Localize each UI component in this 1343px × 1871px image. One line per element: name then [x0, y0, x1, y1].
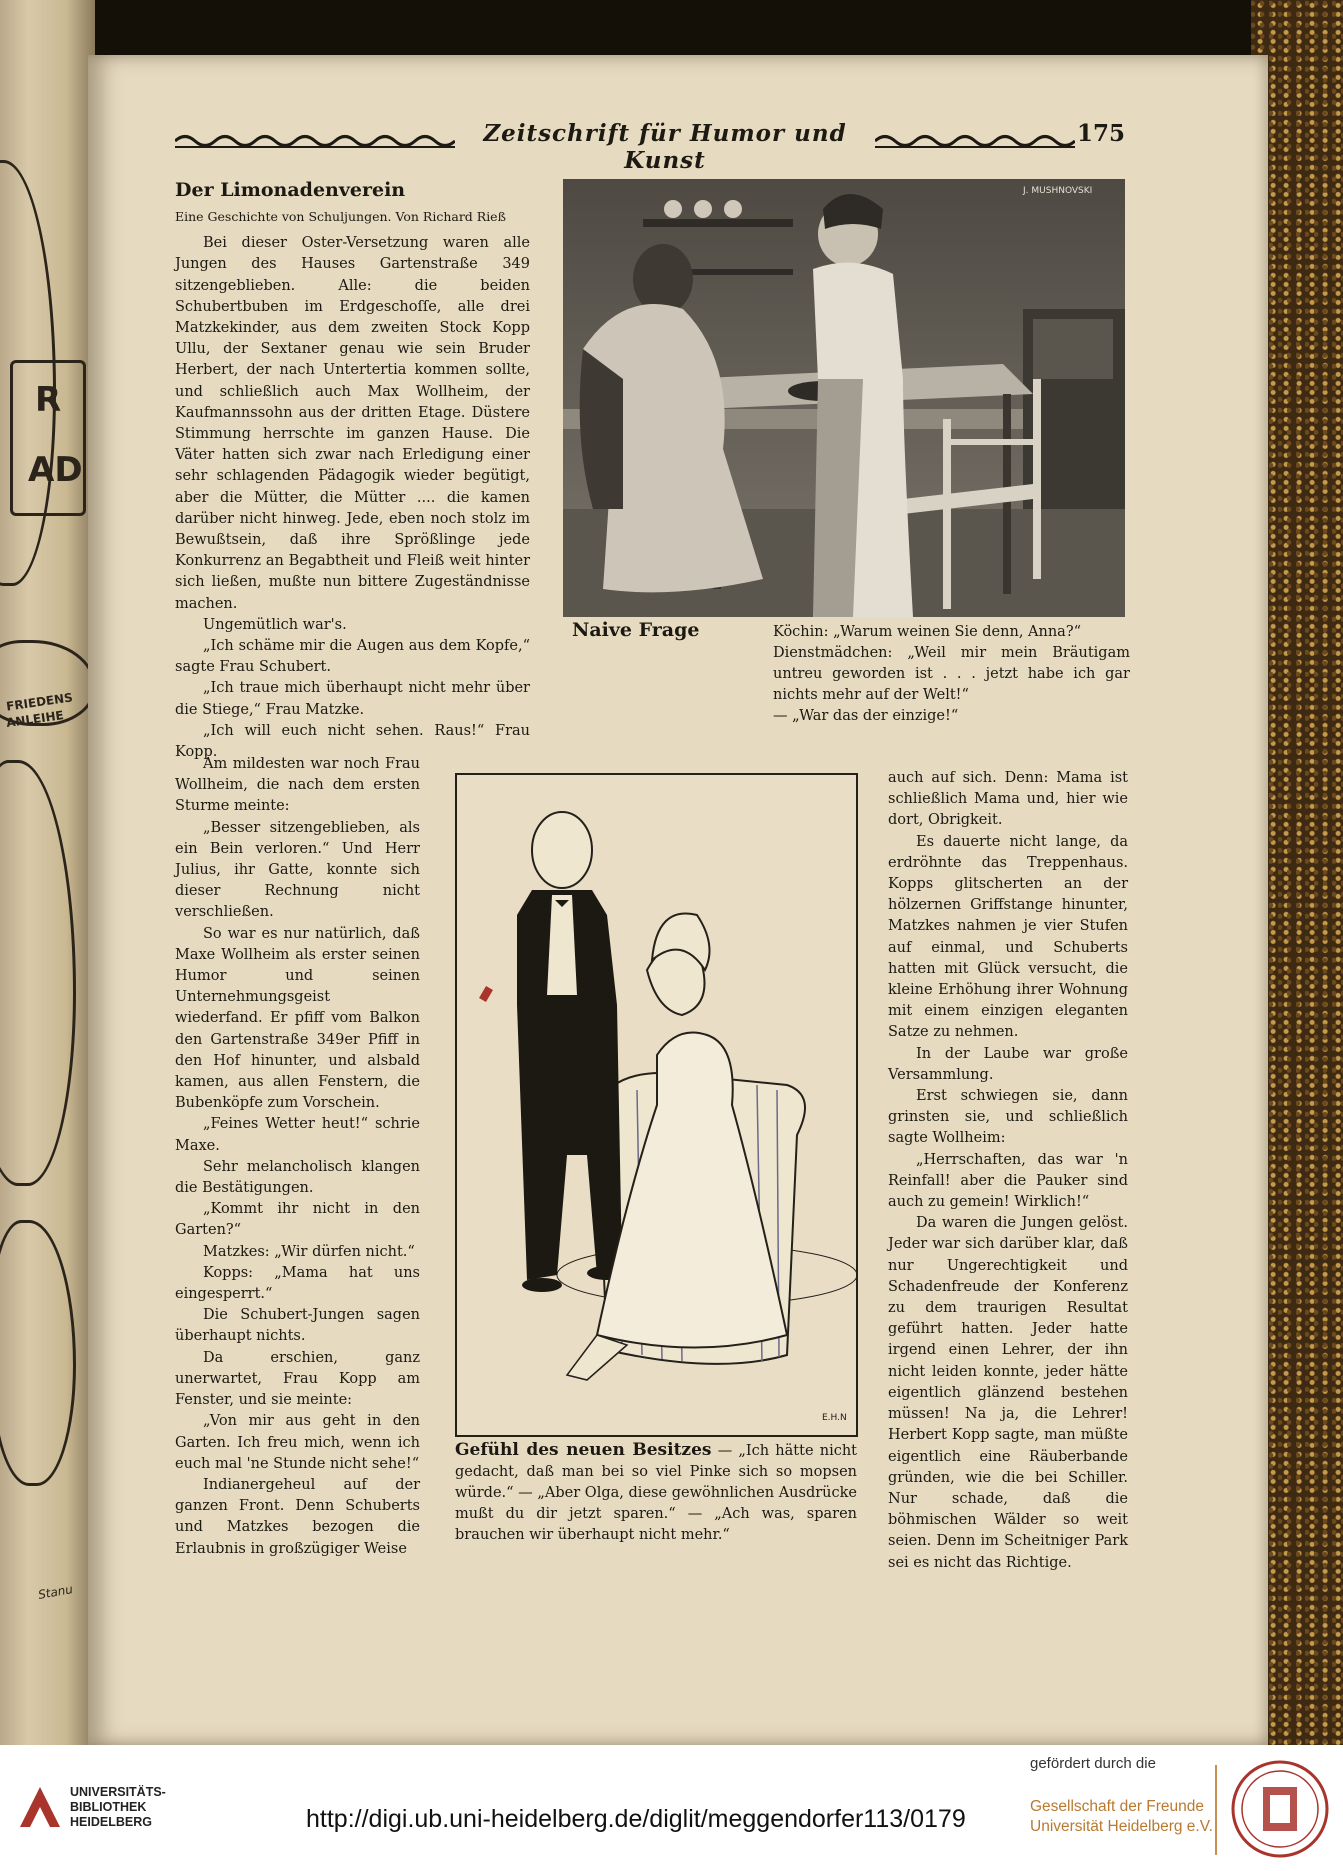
library-name-line: HEIDELBERG	[70, 1815, 152, 1829]
paragraph: Indianergeheul auf der ganzen Front. Denn Schuberts und Matzkes bezogen die Erlaubnis in großzügiger Weise	[175, 1476, 420, 1557]
paragraph: Die Schubert-Jungen sagen überhaupt nichts.	[175, 1307, 420, 1345]
kitchen-scene	[563, 179, 1125, 617]
running-head	[175, 120, 1125, 174]
paragraph: „Ich traue mich überhaupt nicht mehr über die Stiege,“ Frau Matzke.	[175, 680, 530, 718]
library-logo-icon	[18, 1785, 62, 1829]
drawing-caption-body: — „Ich hätte nicht gedacht, daß man bei so viel Pinke sich so mopsen würde.“ — „Aber Olga, diese gewöhnlichen Ausdrücke mußt du dir jetzt sparen.“ — „Ach was, sparen brauchen wir überhaupt nicht mehr.“	[455, 1443, 858, 1543]
sponsor-label: gefördert durch die	[1030, 1755, 1156, 1772]
digitization-footer	[0, 1745, 1343, 1871]
caption-line: Köchin: „Warum weinen Sie denn, Anna?“	[773, 624, 1082, 640]
paragraph: So war es nur natürlich, daß Maxe Wollheim als erster seinen Humor und seinen Unternehmungsgeist wiederfand. Er pfiff vom Balkon den Gartenstraße 349er Pfiff in den Hof hinunter, und alsbald kamen, aus allen Fenstern, die Bubenköpfe zum Vorschein.	[175, 925, 420, 1112]
university-seal-icon	[1230, 1759, 1330, 1859]
footer-divider	[1215, 1765, 1217, 1855]
page-number: 175	[1076, 120, 1125, 147]
left-page-signature: Stanu	[37, 1582, 74, 1602]
article-byline: Eine Geschichte von Schuljungen. Von Richard Rieß	[175, 209, 506, 224]
drawing-signature: E.H.N	[822, 1413, 847, 1423]
cartoon-figure	[0, 760, 76, 1186]
caption-line: Dienstmädchen: „Weil mir mein Bräutigam untreu geworden ist . . . jetzt habe ich gar nichts mehr auf der Welt!“	[773, 645, 1130, 703]
article-title: Der Limonadenverein	[175, 179, 406, 201]
paragraph: Bei dieser Oster-Versetzung waren alle Jungen des Hauses Gartenstraße 349 sitzengeblieben. Alle: die beiden Schubertbuben im Erdgeschoſſe, alle drei Matzkekinder, aus dem zweiten Stock Kopp Ullu, der Sextaner genau wie sein Bruder Herbert, der nach Untertertia kommen sollte, und schließlich auch Max Wollheim, der Kaufmannssohn aus der dritten Etage. Düstere Stimmung herrschte im ganzen Hause. Die Väter hatten sich zwar nach Erledigung einer sehr schlagenden Pädagogik wieder begütigt, aber die Mütter, die Mütter .... die kamen darüber nicht hinweg. Jede, eben noch stolz im Bewußtsein, daß ihre Sprößlinge jede Konkurrenz an Begabtheit und Fleiß weit hinter sich ließen, mußte nun bittere Zugeständnisse machen.	[175, 235, 530, 612]
paragraph: Erst schwiegen sie, dann grinsten sie, und schließlich sagte Wollheim:	[888, 1088, 1128, 1147]
article-column-1-narrow	[175, 754, 420, 1560]
paragraph: „Herrschaften, das war 'n Reinfall! aber die Pauker sind auch zu gemein! Wirklich!“	[888, 1151, 1128, 1211]
photo-caption	[773, 622, 1130, 727]
left-page-edge	[0, 0, 95, 1745]
paragraph: Da erschien, ganz unerwartet, Frau Kopp am Fenster, und sie meinte:	[175, 1349, 420, 1409]
permalink-url[interactable]: http://digi.ub.uni-heidelberg.de/diglit/meggendorfer113/0179	[306, 1805, 966, 1833]
paragraph: Kopps: „Mama hat uns eingesperrt.“	[175, 1264, 420, 1303]
paragraph: auch auf sich. Denn: Mama ist schließlich Mama und, hier wie dort, Obrigkeit.	[888, 770, 1128, 829]
drawing-caption-title: Gefühl des neuen Besitzes	[455, 1440, 712, 1460]
cartoon-figure-lower	[0, 1220, 76, 1486]
library-name	[70, 1785, 166, 1830]
paragraph: „Von mir aus geht in den Garten. Ich freu mich, wenn ich euch mal 'ne Stunde nicht sehe!“	[175, 1413, 420, 1472]
paragraph: „Besser sitzengeblieben, als ein Bein verloren.“ Und Herr Julius, ihr Gatte, konnte sich dieser Rechnung nicht verschließen.	[175, 819, 420, 921]
paragraph: „Ich will euch nicht sehen. Raus!“ Frau Kopp.	[175, 722, 530, 761]
photo-caption-title: Naive Frage	[572, 619, 700, 641]
paragraph: „Kommt ihr nicht in den Garten?“	[175, 1201, 420, 1239]
left-page-letters: AD	[28, 450, 83, 490]
paragraph: In der Laube war große Versammlung.	[888, 1045, 1128, 1083]
paragraph: Da waren die Jungen gelöst. Jeder war sich darüber klar, daß nur Ungerechtigkeit und Schadenfreude der Konferenz zu dem traurigen Resultat geführt hatten. Jeder hatte irgend einen Lehrer, der ihn nicht leiden konnte, jeder hätte eigentlich glänzend bestehen müssen! Na ja, die Lehrer! Herbert Kopp sagte, man müßte eigentlich eine Räuberbande gründen, wie die bei Schiller. Nur schade, daß die böhmischen Wälder so weit seien. Denn im Scheitniger Park sei es nicht das Richtige.	[888, 1215, 1128, 1571]
caption-line: — „War das der einzige!“	[773, 708, 959, 724]
magazine-title: Zeitschrift für Humor und Kunst	[483, 120, 847, 174]
drawing-caption	[455, 1440, 857, 1546]
paragraph: „Ich schäme mir die Augen aus dem Kopfe,“ sagte Frau Schubert.	[175, 638, 530, 676]
ornament-left	[175, 132, 455, 150]
photo-illustration	[563, 179, 1125, 617]
paragraph: Es dauerte nicht lange, da erdröhnte das Treppenhaus. Kopps glitscherten an der hölzernen Griffstange hinunter, Matzkes nahmen je vier Stufen auf einmal, und Schuberts hatten mit Glück versucht, die kleine Erhöhung ihrer Wohnung mit einem einzigen eleganten Satze zu nehmen.	[888, 833, 1128, 1041]
ornament-right	[875, 132, 1075, 150]
article-column-3	[888, 768, 1128, 1574]
paragraph: „Feines Wetter heut!“ schrie Maxe.	[175, 1116, 420, 1154]
library-name-line: UNIVERSITÄTS-	[70, 1785, 166, 1799]
paragraph: Matzkes: „Wir dürfen nicht.“	[203, 1243, 415, 1260]
paragraph: Ungemütlich war's.	[203, 616, 347, 633]
library-name-line: BIBLIOTHEK	[70, 1800, 147, 1814]
sponsor-name-line: Gesellschaft der Freunde	[1030, 1798, 1205, 1815]
line-drawing-illustration	[455, 773, 858, 1437]
photo-caption-title-block	[572, 620, 702, 641]
couple-drawing	[457, 775, 856, 1435]
sponsor-name	[1030, 1797, 1213, 1837]
sponsor-name-line: Universität Heidelberg e.V.	[1030, 1818, 1213, 1835]
photo-signature: J. MUSHNOVSKI	[1023, 186, 1093, 196]
paragraph: Am mildesten war noch Frau Wollheim, die nach dem ersten Sturme meinte:	[175, 756, 420, 815]
left-page-banner-1: FRIEDENS	[5, 690, 74, 714]
left-page-letter: R	[35, 380, 62, 420]
drawing-caption-text	[455, 1440, 857, 1546]
article-column-1	[175, 178, 530, 763]
paragraph: Sehr melancholisch klangen die Bestätigungen.	[175, 1158, 420, 1197]
left-page-banner-2: ANLEIHE	[5, 708, 65, 730]
